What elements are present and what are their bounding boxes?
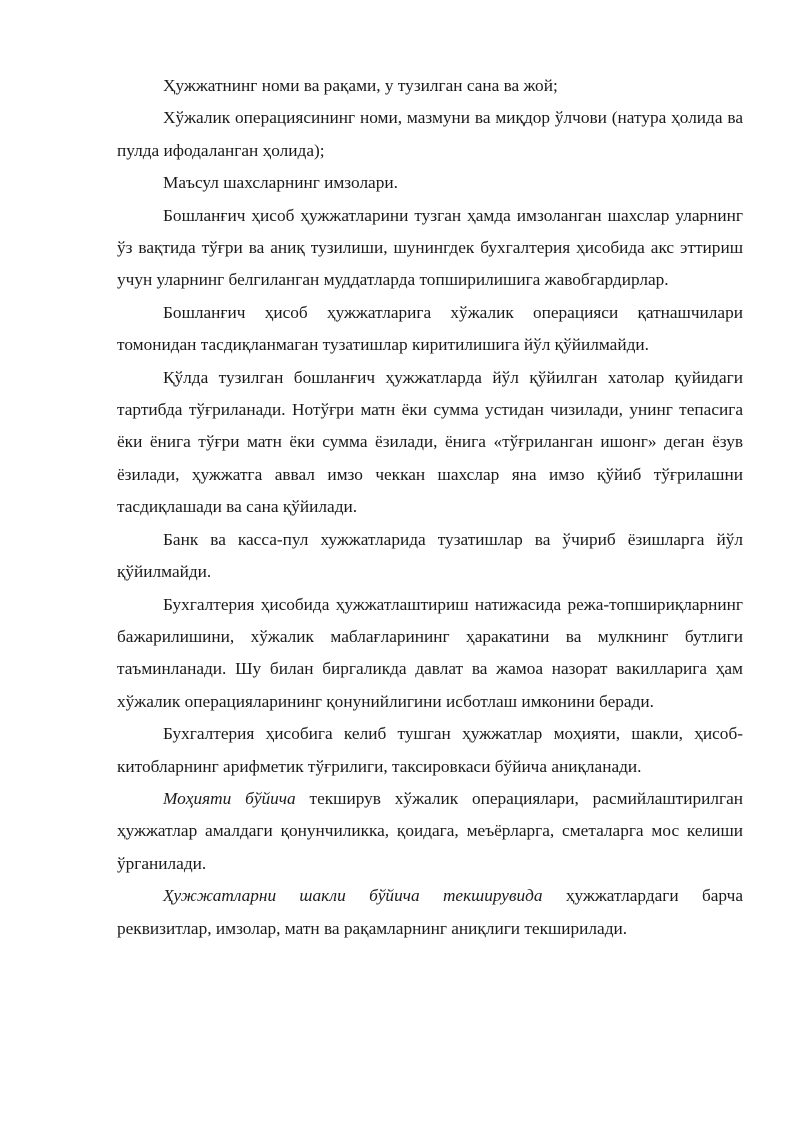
paragraph-text: Қўлда тузилган бошланғич ҳужжатларда йўл қўйилган хатолар қуйидаги тартибда тўғриланади. Нотўғри матн ёки сумма устидан чизилади, унинг тепасига ёки ёнига тўғри матн ёки сумма ёзилади, ёнига «тўғриланган ишонг» деган ёзув ёзилади, ҳужжатга аввал имзо чеккан шахслар яна имзо қўйиб тўғрилашни тасдиқлашади ва сана қўйилади. <box>117 367 743 517</box>
paragraph-corrections-prohibited <box>117 297 743 362</box>
paragraph-text: Маъсул шахсларнинг имзолари. <box>163 173 398 193</box>
paragraph-text: текширув хўжалик операциялари, расмийлаштирилган ҳужжатлар амалдаги қонунчиликка, қоидага, меъёрларга, сметаларга мос келиши ўрганилади. <box>117 788 743 873</box>
paragraph-text: Бошланғич ҳисоб ҳужжатларини тузган ҳамда имзоланган шахслар уларнинг ўз вақтида тўғри ва аниқ тузилиши, шунингдек бухгалтерия ҳисобида акс эттириш учун уларнинг белгиланган муддатларда топширилишига жавобгардирлар. <box>117 205 743 290</box>
document-body <box>117 70 743 945</box>
paragraph-documentation-purpose <box>117 589 743 719</box>
paragraph-manual-error-correction <box>117 362 743 524</box>
paragraph-text: Банк ва касса-пул хужжатларида тузатишлар ва ўчириб ёзишларга йўл қўйилмайди. <box>117 529 743 582</box>
paragraph-bank-cash-documents <box>117 524 743 589</box>
paragraph-document-name-number <box>117 70 743 102</box>
italic-term: Ҳужжатларни шакли бўйича текширувида <box>163 886 543 906</box>
paragraph-text: Бошланғич ҳисоб ҳужжатларига хўжалик операцияси қатнашчилари томонидан тасдиқланмаган тузатишлар киритилишига йўл қўйилмайди. <box>117 302 743 355</box>
paragraph-form-check <box>117 880 743 945</box>
paragraph-text: Хўжалик операциясининг номи, мазмуни ва миқдор ўлчови (натура ҳолида ва пулда ифодаланган ҳолида); <box>117 108 743 160</box>
paragraph-document-verification <box>117 718 743 783</box>
paragraph-text: ҳужжатлардаги барча реквизитлар, имзолар, матн ва рақамларнинг аниқлиги текширилади. <box>117 886 743 938</box>
paragraph-text: Бухгалтерия ҳисобида ҳужжатлаштириш натижасида режа-топшириқларнинг бажарилишини, хўжалик маблағларининг ҳаракатини ва мулкнинг бутлиги таъминланади. Шу билан биргаликда давлат ва жамоа назорат вакилларига ҳам хўжалик операцияларининг қонунийлигини исботлаш имконини беради. <box>117 594 743 711</box>
paragraph-text: Ҳужжатнинг номи ва рақами, у тузилган сана ва жой; <box>163 76 558 95</box>
paragraph-responsibility <box>117 200 743 297</box>
italic-term: Моҳияти бўйича <box>163 788 296 808</box>
paragraph-substance-check <box>117 783 743 880</box>
paragraph-signatures <box>117 167 743 199</box>
paragraph-operation-name <box>117 102 743 167</box>
paragraph-text: Бухгалтерия ҳисобига келиб тушган ҳужжатлар моҳияти, шакли, ҳисоб-китобларнинг арифметик тўғрилиги, таксировкаси бўйича аниқланади. <box>117 724 743 776</box>
